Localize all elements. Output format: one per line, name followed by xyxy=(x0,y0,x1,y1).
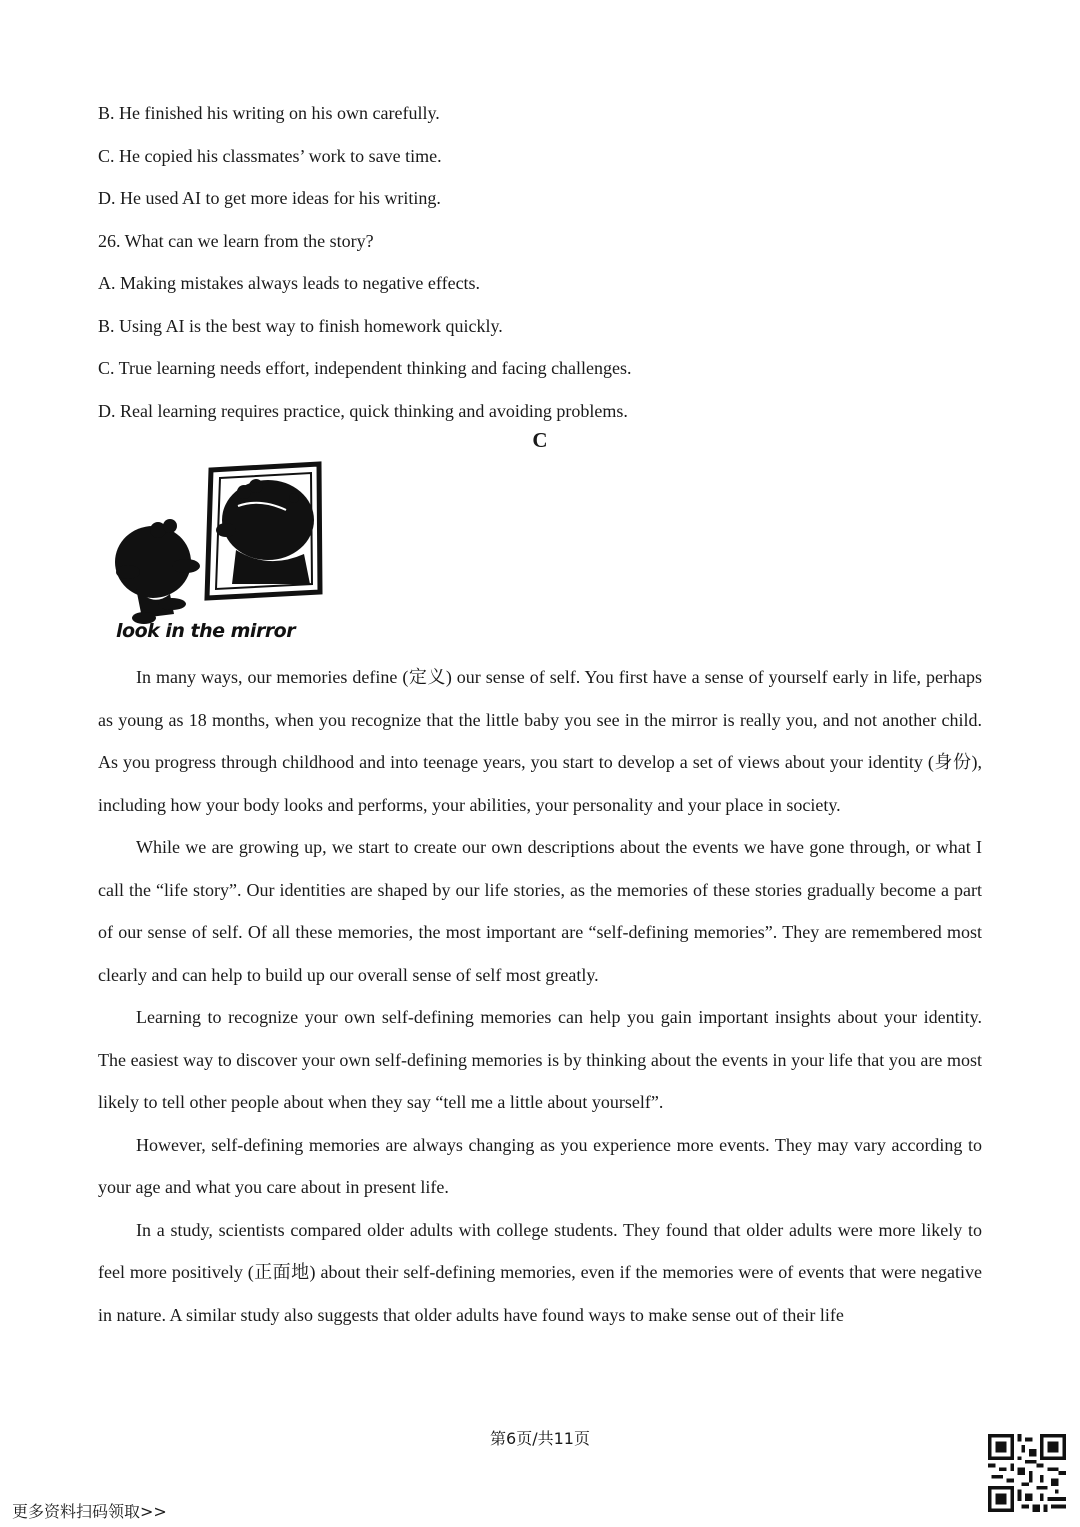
paragraph: Learning to recognize your own self-defining memories can help you gain important insights about your identity. The easiest way to discover your own self-defining memories is by thinking about the events in your life that you are most likely to tell other people about when they say “tell me a little about yourself”. xyxy=(98,1007,982,1112)
figure-caption: look in the mirror xyxy=(116,620,296,642)
answer-options xyxy=(98,92,998,432)
section-heading: C xyxy=(532,428,548,452)
question-26: 26. What can we learn from the story? xyxy=(98,230,374,251)
option-line: B. He finished his writing on his own carefully. xyxy=(98,103,440,123)
option-line: D. He used AI to get more ideas for his writing. xyxy=(98,188,441,208)
option-line: A. Making mistakes always leads to negative effects. xyxy=(98,273,481,293)
paragraph: In a study, scientists compared older adults with college students. They found that older adults were more likely to feel more positively (正面地) about their self-defining memories, even if the memories were of events that were negative in nature. A similar study also suggests that older adults have found ways to make sense out of their life xyxy=(98,1219,982,1325)
paragraph: While we are growing up, we start to create our own descriptions about the events we have gone through, or what I call the “life story”. Our identities are shaped by our life stories, as the memories of these stories gradually become a part of our sense of self. Of all these memories, the most important are “self-defining memories”. They are remembered most clearly and can help to build up our overall sense of self most greatly. xyxy=(98,837,982,985)
option-line: C. True learning needs effort, independent thinking and facing challenges. xyxy=(98,358,632,378)
baby-mirror-image xyxy=(108,458,338,628)
page-indicator: 第6页/共11页 xyxy=(490,1429,590,1448)
option-line: C. He copied his classmates’ work to save time. xyxy=(98,145,442,166)
paragraph: However, self-defining memories are always changing as you experience more events. They may vary according to your age and what you care about in present life. xyxy=(98,1134,982,1197)
promo-text: 更多资料扫码领取>> xyxy=(12,1502,167,1521)
reading-passage xyxy=(98,656,982,1336)
paragraph: In many ways, our memories define (定义) our sense of self. You first have a sense of yourself early in life, perhaps as young as 18 months, when you recognize that the little baby you see in the mirror is really you, and not another child. As you progress through childhood and into teenage years, you start to develop a set of views about your identity (身份), including how your body looks and performs, your abilities, your personality and your place in society. xyxy=(98,667,982,815)
option-line: D. Real learning requires practice, quick thinking and avoiding problems. xyxy=(98,400,628,421)
option-line: B. Using AI is the best way to finish homework quickly. xyxy=(98,315,503,336)
qr-code-icon[interactable] xyxy=(988,1434,1066,1512)
